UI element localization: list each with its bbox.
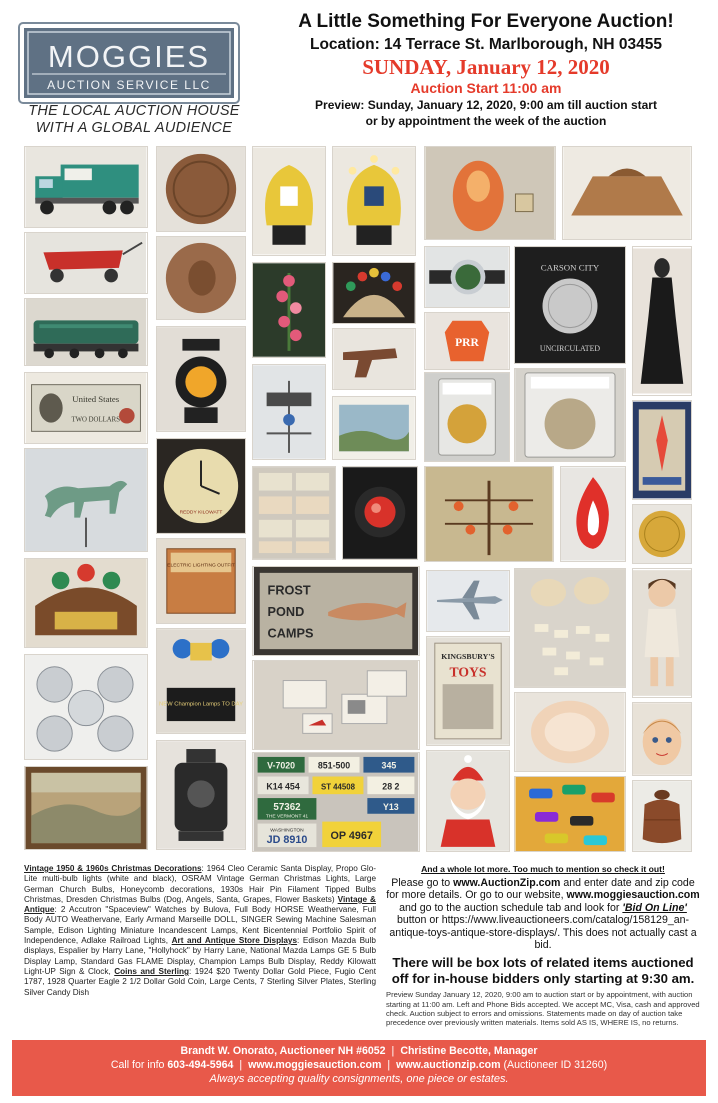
svg-text:FROST: FROST [267,582,311,598]
footer-contact: Call for info 603-494-5964 | www.moggiesauction.com | www.auctionzip.com (Auctioneer ID 31260) [110,1059,608,1071]
svg-text:851-500: 851-500 [317,760,351,771]
auction-terms: Preview Sunday January 12, 2020, 9:00 am to auction start or by appointment, with auction starting at 11:00 am. Left and Phone Bids accepted. We accept MC, Visa, cash and approved check. Auction subject to errors and omissions. Statements made on day of auction take precedence over previously written materials. Items sold AS IS, WHERE IS, no returns. [386,990,700,1028]
footer-auctionzip-link[interactable]: www.auctionzip.com [396,1059,501,1071]
svg-text:POND: POND [267,603,305,619]
photo-bulb-display-lit [332,146,416,256]
photo-accutron-watch [424,246,510,308]
details-antique-text: : 2 Accutron "Spaceview" Watches by Bulova, Full Body HORSE Weathervane, Full Body AUTO Weathervane, Early Armand Marseille DOLL, SINGER Sewing Machine Salesman Sample, Edison Lighting Miniature Incandescent Lamps, Kent Bicentennial Portfolio Spirit of Independence, Adlake Railroad Lights, [24,905,376,946]
online-instructions: Please go to www.AuctionZip.com and enter date and zip code for more details. Or go to our website, www.moggiesauction.com and go to the auction schedule tab and look for 'Bid On Line' button or https://www.liveauctioneers.com/catalog/158129_an-antique-toys-antique-store-displays/. This does not actually cast a bid. [386,877,700,952]
photo-mazda-display [24,558,148,648]
photo-dominoes [514,568,626,688]
moggies-logo [18,22,240,104]
svg-text:ST 44508: ST 44508 [320,782,355,792]
photo-landscape-painting [24,766,148,850]
svg-text:CARSON CITY: CARSON CITY [540,262,600,273]
photo-gold-coin [632,504,692,564]
photo-candy-dish [562,146,692,240]
photo-license-plates [252,752,420,852]
details-coins-text: : 1924 $20 Twenty Dollar Gold Piece, Fugio Cent 1787, 1928 Quarter Eagle 2 1/2 Dollar Gold Coin, Large Cents, 7 Sterling Silver Plates, Sterling Silver Candy Dish [24,966,376,997]
photo-auto-weathervane [252,364,326,460]
svg-text:TWO DOLLARS: TWO DOLLARS [71,416,120,424]
photo-reddy-clock [156,438,246,534]
svg-text:OP 4967: OP 4967 [330,830,373,843]
bidding-info [386,864,700,1027]
details-christmas-heading: Vintage 1950 & 1960s Christmas Decorations [24,864,202,873]
svg-text:V-7020: V-7020 [267,760,296,771]
footer-staff: Brandt W. Onorato, Auctioneer NH #6052 | Christine Becotte, Manager [180,1045,538,1057]
svg-text:28 2: 28 2 [382,781,400,792]
photo-frost-pond-sign [252,566,420,656]
logo-name: MOGGIES [47,39,211,74]
photo-switch-lamp [156,740,246,850]
headline-block [258,10,714,129]
photo-airplane-ornament [426,570,510,632]
photo-red-signal-lamp [342,466,418,560]
photo-space-poster [632,400,692,500]
auction-start: Auction Start 11:00 am [410,80,562,96]
photo-morgan-dollar-slab [514,368,626,462]
svg-text:345: 345 [381,760,397,771]
photo-doll-head [632,702,692,776]
photo-horse-weathervane [24,448,148,552]
photo-wagon [24,232,148,294]
photo-portfolio-print [332,396,416,460]
photo-bisque-doll [632,568,692,698]
auctioneer-id: (Auctioneer ID 31260) [500,1059,608,1071]
details-coins-heading: Coins and Sterling [114,966,189,976]
svg-text:PRR: PRR [455,335,479,349]
footer-slogan: Always accepting quality consignments, one piece or estates. [209,1073,509,1085]
photo-railroad-lantern [156,326,246,432]
details-art-heading: Art and Antique Store Displays [171,936,298,946]
photo-victorian-dress [632,246,692,396]
photo-bulb-display-yellow [252,146,326,256]
bid-online-label: 'Bid On Line' [622,901,687,914]
tagline-line1: THE LOCAL AUCTION HOUSE [28,103,240,119]
footer-banner [12,1040,706,1096]
details-art-text: : Edison Mazda Bulb displays, Espalier by Harry Lane, "Hollyhock" by Harry Lane, National Mazda Lamps GE 5 Bulb Display Lamp, Standard Gas FLAME Display, Champion Lamps Bulb Display, Reddy Kilowatt Light-UP Sign & Clock, [24,936,376,976]
svg-text:57362: 57362 [273,801,301,813]
photo-glass-lamp [424,146,556,240]
liveauctioneers-link[interactable]: button or https://www.liveauctioneers.com/catalog/158129_an-antique-toys-antique-store-displays/. This does not actually cast a bid. [389,914,697,952]
svg-text:JD 8910: JD 8910 [266,834,308,847]
details-antique-heading: Vintage & Antique [24,894,376,915]
photo-kingsbury-toys [426,636,510,746]
auction-location: Location: 14 Terrace St. Marlborough, NH 03455 [310,36,662,53]
photo-two-dollar-note [24,372,148,444]
svg-text:K14 454: K14 454 [266,781,300,792]
svg-text:THE VERMONT 41: THE VERMONT 41 [265,814,309,820]
tagline [14,103,254,137]
moggies-link[interactable]: www.moggiesauction.com [566,889,700,902]
svg-text:REDDY KILOWATT: REDDY KILOWATT [179,510,223,516]
more-notice: And a whole lot more. Too much to mention so check it out! [421,864,665,874]
photo-cent-portrait [156,236,246,320]
photo-lighting-box [156,538,246,624]
photo-postcards [252,660,420,750]
svg-text:United States: United States [72,394,120,405]
photo-prr-sign [424,312,510,370]
preview-line2: or by appointment the week of the auction [365,114,607,128]
photo-silver-plates [24,654,148,760]
svg-text:NEW Champion Lamps TO DAY: NEW Champion Lamps TO DAY [158,701,244,708]
logo-sub: AUCTION SERVICE LLC [47,78,211,92]
photo-champion-display [156,628,246,734]
photo-carson-city-dollar [514,246,626,364]
item-details [24,864,376,998]
manager-name: Christine Becotte, Manager [400,1045,538,1057]
svg-text:TOYS: TOYS [449,664,487,680]
photo-copper-jar [632,780,692,852]
preview-line1: Preview: Sunday, January 12, 2020, 9:00 am till auction start [315,98,657,112]
photo-gold-coin-slab [424,372,510,462]
svg-text:ELECTRIC LIGHTING OUTFIT: ELECTRIC LIGHTING OUTFIT [167,563,235,569]
photo-ceramic-santa [426,750,510,852]
phone-number[interactable]: 603-494-5964 [167,1059,234,1071]
photo-five-bulb-display [332,262,416,324]
photo-large-cent [156,146,246,232]
photo-fractional-currency [252,466,336,560]
svg-text:KINGSBURY'S: KINGSBURY'S [441,651,495,661]
auction-title: A Little Something For Everyone Auction! [298,11,674,32]
photo-toy-pistol [332,328,416,390]
footer-moggies-link[interactable]: www.moggiesauction.com [248,1059,382,1071]
auctioneer-name: Brandt W. Onorato, Auctioneer NH #6052 [180,1045,386,1057]
photo-toy-truck [24,146,148,228]
auction-date: SUNDAY, January 12, 2020 [362,55,610,79]
svg-text:Y13: Y13 [383,801,399,812]
svg-text:UNCIRCULATED: UNCIRCULATED [539,344,601,354]
auctionzip-link[interactable]: www.AuctionZip.com [453,877,561,889]
tagline-line2: WITH A GLOBAL AUDIENCE [35,120,233,136]
svg-text:CAMPS: CAMPS [267,625,314,641]
photo-flame-display [560,466,626,562]
photo-toy-cars [514,776,626,852]
photo-train-engine [24,298,148,366]
photo-hollyhock-art [252,262,326,358]
box-lots-notice: There will be box lots of related items auctioned off for in-house bidders only starting at 9:30 am. [391,955,695,987]
photo-glass-bulb [514,692,626,772]
photo-espalier-art [424,466,554,562]
details-christmas-text: : 1964 Cleo Ceramic Santa Display, Propo Glo-Lite multi-bulb lights (white and black), OSRAM Vintage German Christmas Lights, Large German Church Bulbs, Honeycomb decorations, 1930s Hair Pin Filament Tipped Bulbs Christmas, Dresden Christmas Bulbs (Dog, Angels, Santa, Grapes, Flower Baskets) [24,864,376,904]
svg-text:WASHINGTON: WASHINGTON [270,828,304,834]
